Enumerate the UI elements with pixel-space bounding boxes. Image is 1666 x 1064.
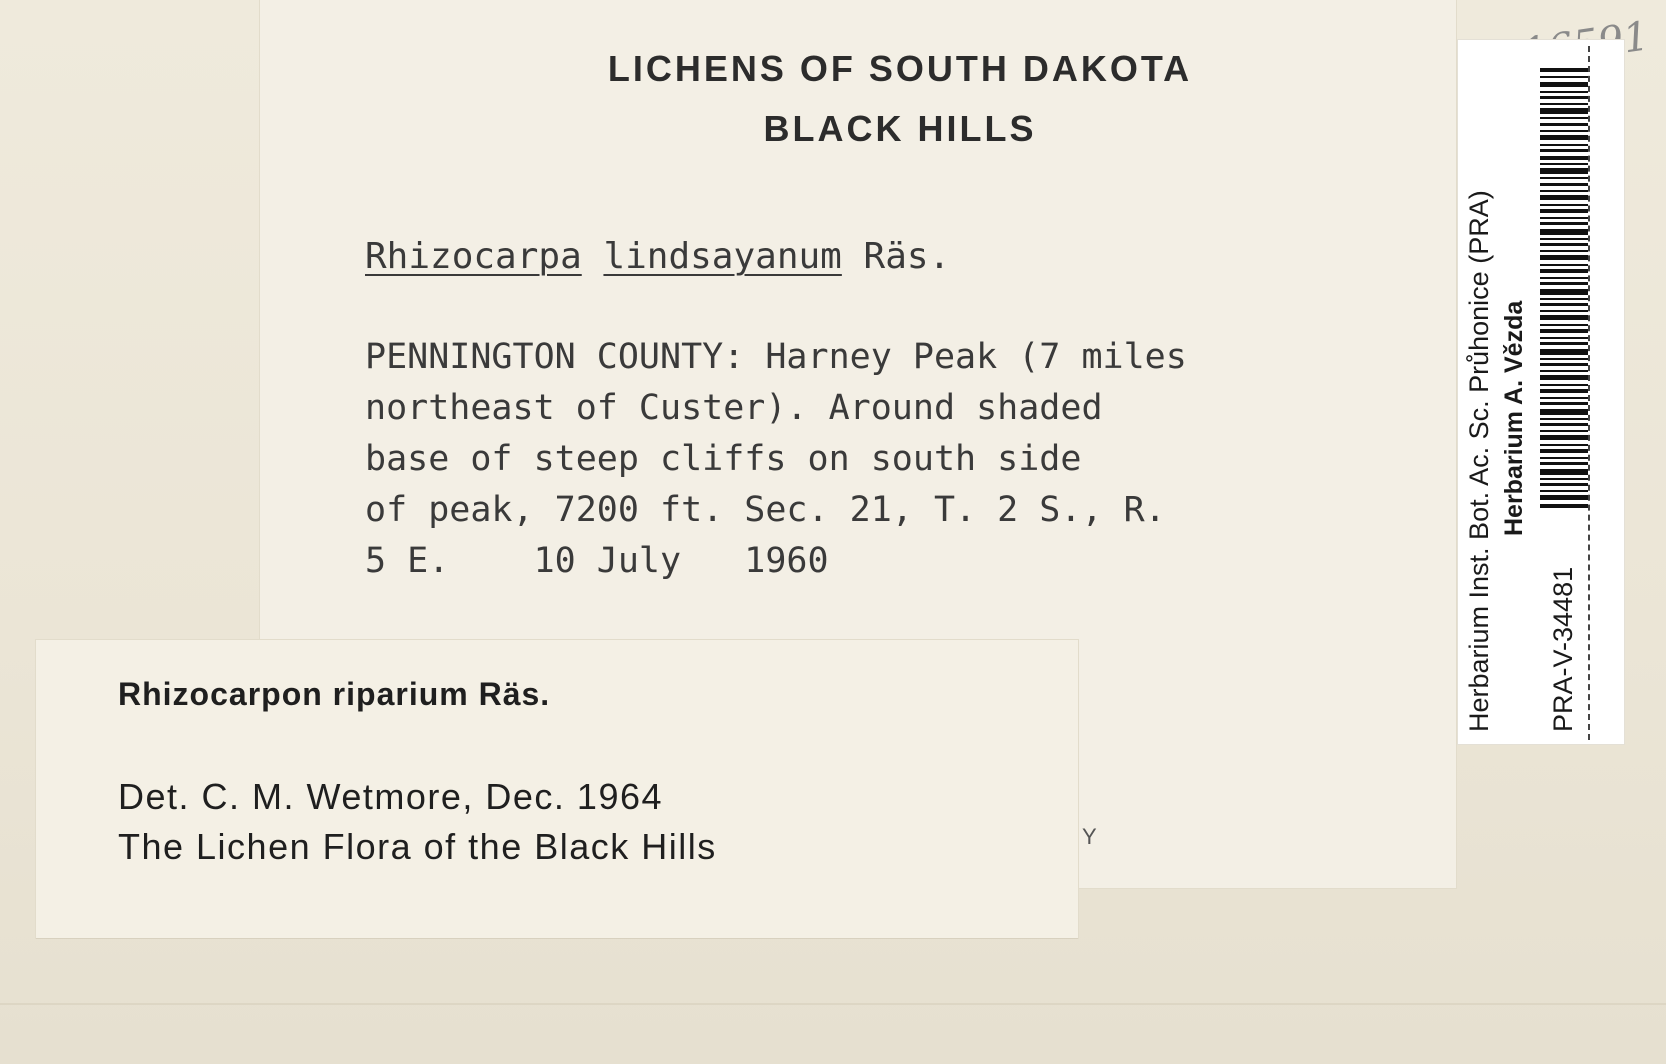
determined-species: Rhizocarpon riparium Räs. bbox=[118, 676, 551, 712]
locality-line: 5 E. 10 July 1960 bbox=[365, 541, 829, 581]
locality-description bbox=[365, 332, 1187, 587]
envelope-fold-line bbox=[0, 1003, 1666, 1005]
label-header-subtitle: BLACK HILLS bbox=[763, 108, 1037, 149]
locality-line: of peak, 7200 ft. Sec. 21, T. 2 S., R. bbox=[365, 490, 1166, 530]
species-author: Räs. bbox=[863, 236, 951, 277]
determiner-line: Det. C. M. Wetmore, Dec. 1964 bbox=[118, 776, 664, 817]
determination-label bbox=[36, 640, 1078, 938]
bleed-through-text: Y bbox=[1082, 824, 1097, 849]
herbarium-barcode-label bbox=[1458, 40, 1624, 744]
dotted-divider bbox=[1588, 46, 1590, 740]
barcode-icon bbox=[1540, 68, 1588, 508]
locality-line: northeast of Custer). Around shaded bbox=[365, 388, 1103, 428]
reference-line: The Lichen Flora of the Black Hills bbox=[118, 826, 717, 867]
collection-name: Herbarium A. Vězda bbox=[1500, 300, 1528, 536]
label-header-title: LICHENS OF SOUTH DAKOTA bbox=[607, 48, 1193, 89]
locality-line: base of steep cliffs on south side bbox=[365, 439, 1082, 479]
species-epithet: lindsayanum bbox=[603, 236, 842, 277]
institution-name: Herbarium Inst. Bot. Ac. Sc. Průhonice (PRA) bbox=[1464, 190, 1494, 732]
typed-species-name bbox=[365, 236, 950, 277]
species-genus: Rhizocarpa bbox=[365, 236, 582, 277]
locality-line: PENNINGTON COUNTY: Harney Peak (7 miles bbox=[365, 337, 1187, 377]
specimen-code: PRA-V-34481 bbox=[1548, 566, 1578, 732]
